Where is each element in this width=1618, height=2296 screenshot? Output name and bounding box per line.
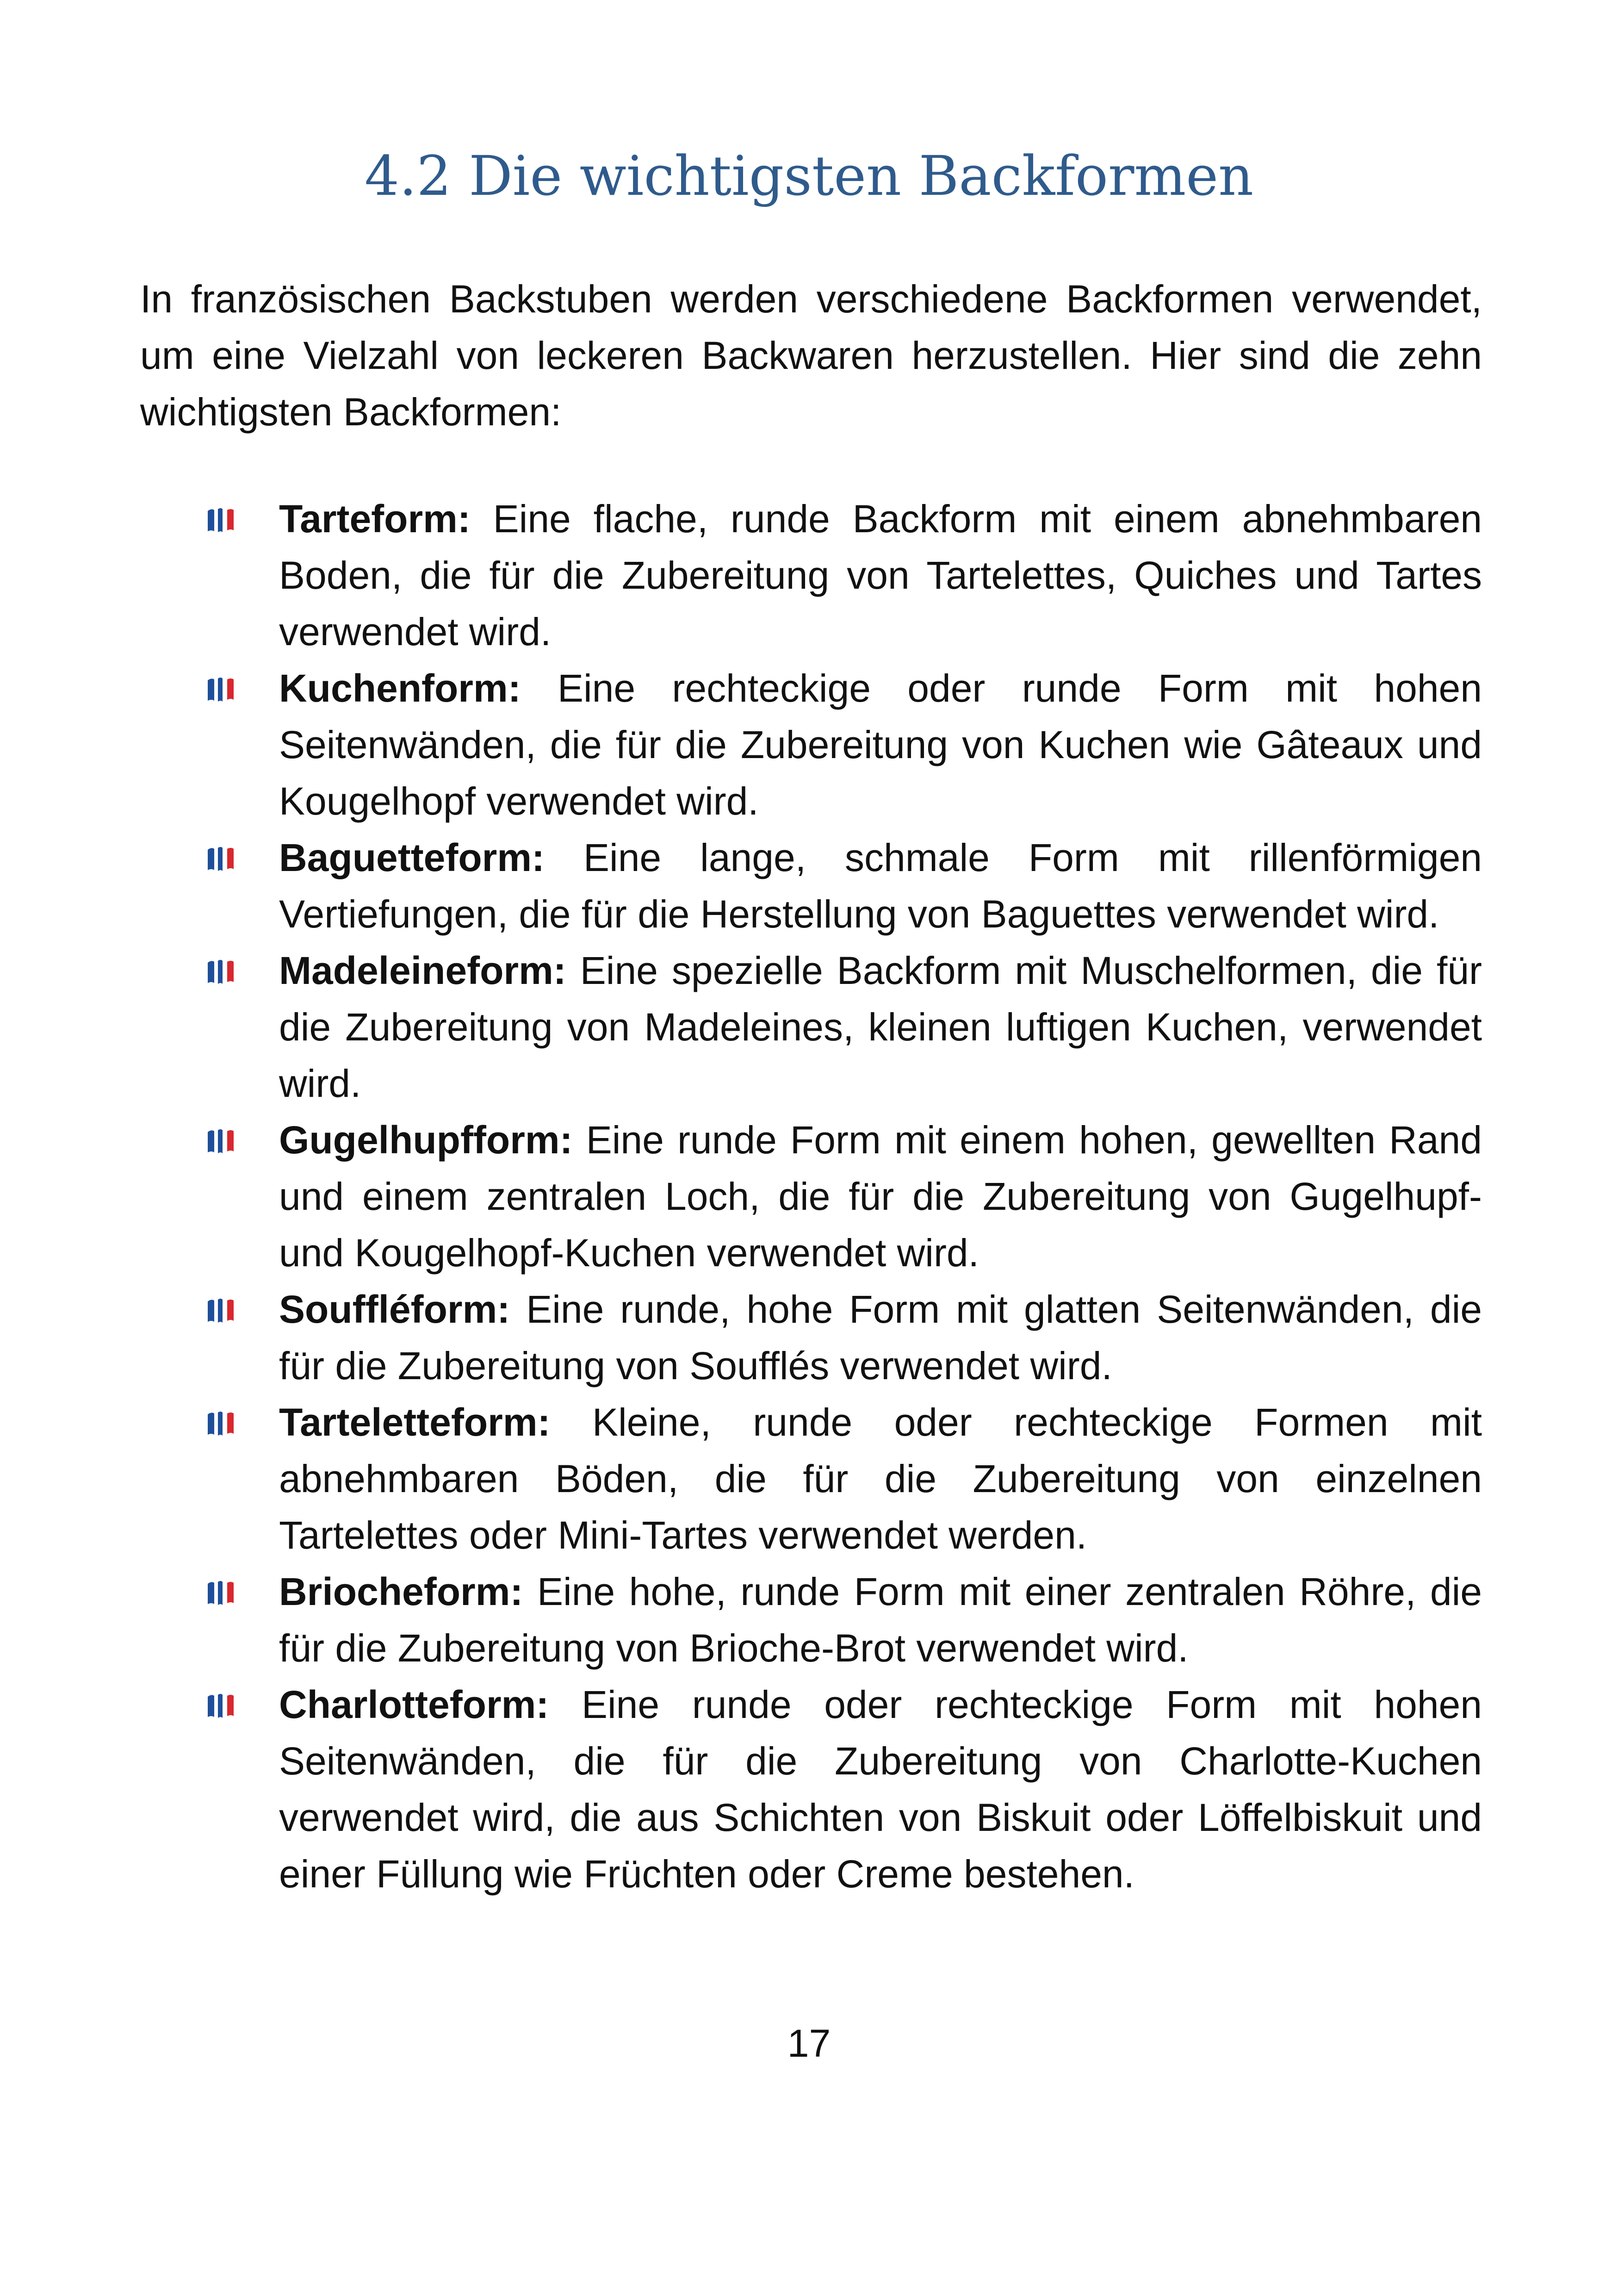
item-term: Tarteform:: [279, 497, 471, 541]
item-description: Kleine, runde oder rechteckige Formen mit abnehmbaren Böden, die für die Zubereitung von einzelnen Tartelettes oder Mini-Tartes verwendet werden.: [279, 1400, 1482, 1557]
list-item: [140, 1394, 1482, 1563]
list-item: [140, 942, 1482, 1112]
list-item: [140, 1563, 1482, 1676]
item-term: Charlotteform:: [279, 1683, 549, 1726]
item-description: Eine rechteckige oder runde Form mit hohen Seitenwänden, die für die Zubereitung von Kuchen wie Gâteaux und Kougelhopf verwendet wird.: [279, 666, 1482, 823]
french-flag-bullet-icon: [205, 1692, 238, 1720]
french-flag-bullet-icon: [205, 845, 238, 873]
item-description: Eine spezielle Backform mit Muschelformen, die für die Zubereitung von Madeleines, kleinen luftigen Kuchen, verwendet wird.: [279, 949, 1482, 1105]
item-term: Souffléform:: [279, 1288, 510, 1331]
list-item: [140, 829, 1482, 942]
item-description: Eine flache, runde Backform mit einem abnehmbaren Boden, die für die Zubereitung von Tartelettes, Quiches und Tartes verwendet wird.: [279, 497, 1482, 653]
item-description: Eine lange, schmale Form mit rillenförmigen Vertiefungen, die für die Herstellung von Baguettes verwendet wird.: [279, 836, 1482, 936]
french-flag-bullet-icon: [205, 506, 238, 534]
french-flag-bullet-icon: [205, 1579, 238, 1607]
section-heading: 4.2 Die wichtigsten Backformen: [364, 144, 1254, 208]
list-item: [140, 660, 1482, 829]
french-flag-bullet-icon: [205, 958, 238, 986]
item-description: Eine hohe, runde Form mit einer zentralen Röhre, die für die Zubereitung von Brioche-Brot verwendet wird.: [279, 1570, 1482, 1670]
item-term: Madeleineform:: [279, 949, 566, 992]
list-item: [140, 491, 1482, 660]
french-flag-bullet-icon: [205, 1410, 238, 1437]
item-description: Eine runde Form mit einem hohen, gewellten Rand und einem zentralen Loch, die für die Zubereitung von Gugelhupf- und Kougelhopf-Kuchen verwendet wird.: [279, 1118, 1482, 1275]
item-term: Kuchenform:: [279, 666, 521, 710]
french-flag-bullet-icon: [205, 676, 238, 703]
item-term: Briocheform:: [279, 1570, 523, 1613]
item-term: Baguetteform:: [279, 836, 545, 879]
item-term: Gugelhupfform:: [279, 1118, 573, 1162]
list-item: [140, 1112, 1482, 1281]
list-item: [140, 1281, 1482, 1394]
french-flag-bullet-icon: [205, 1297, 238, 1325]
list-item: [140, 1676, 1482, 1902]
page-number: 17: [787, 2022, 831, 2065]
item-description: Eine runde, hohe Form mit glatten Seitenwänden, die für die Zubereitung von Soufflés verwendet wird.: [279, 1288, 1482, 1388]
intro-paragraph: In französischen Backstuben werden verschiedene Backformen verwendet, um eine Vielzahl von leckeren Backwaren herzustellen. Hier sind die zehn wichtigsten Backformen:: [140, 277, 1482, 434]
baking-forms-list: [140, 491, 1482, 1902]
item-description: Eine runde oder rechteckige Form mit hohen Seitenwänden, die für die Zubereitung von Charlotte-Kuchen verwendet wird, die aus Schichten von Biskuit oder Löffelbiskuit und einer Füllung wie Früchten oder Creme bestehen.: [279, 1683, 1482, 1896]
french-flag-bullet-icon: [205, 1127, 238, 1155]
item-term: Tarteletteform:: [279, 1400, 551, 1444]
